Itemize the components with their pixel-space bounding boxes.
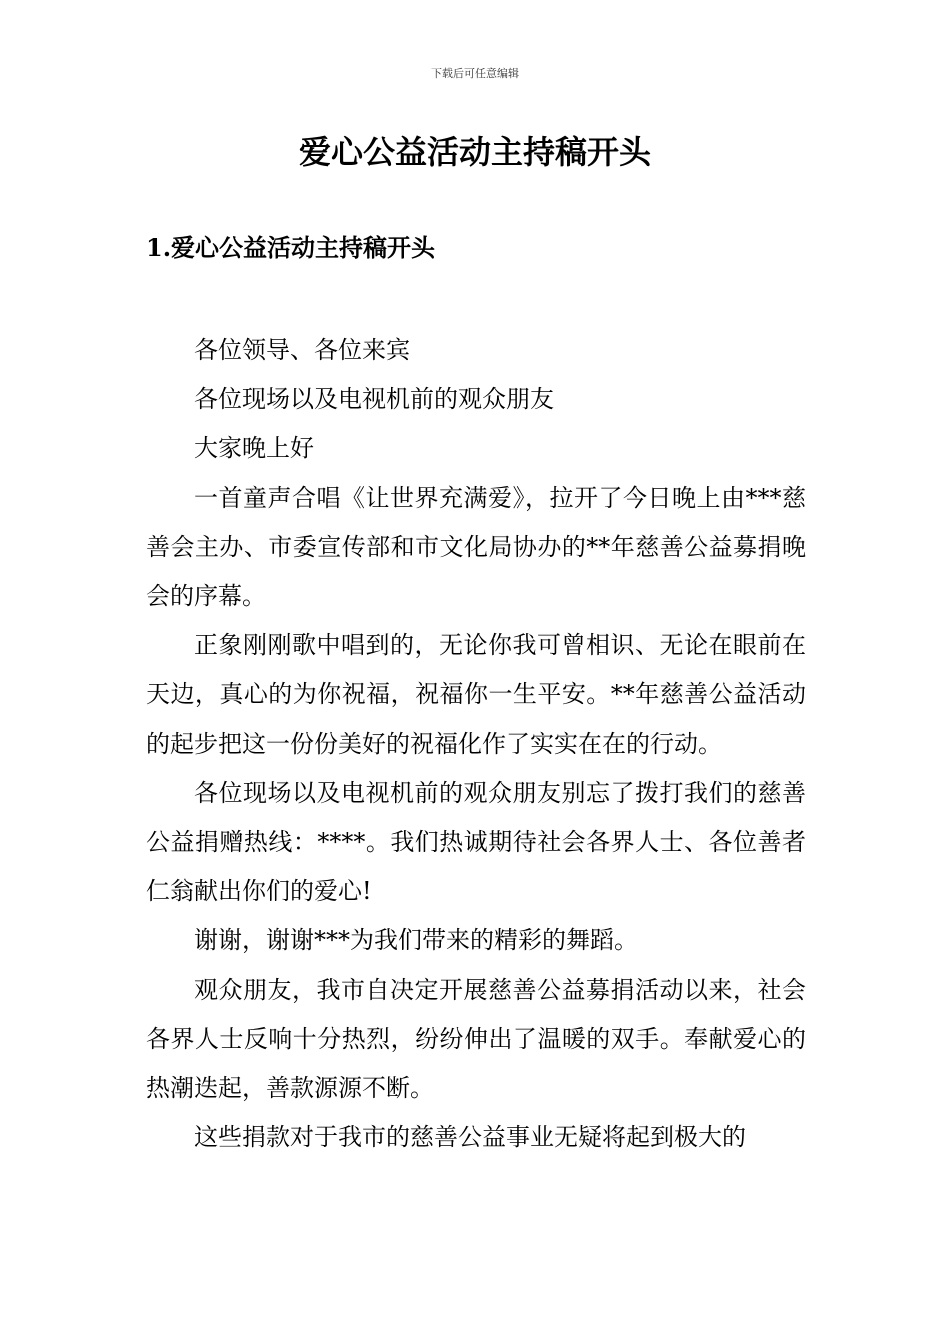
paragraph-hotline: 各位现场以及电视机前的观众朋友别忘了拨打我们的慈善公益捐赠热线：****。我们热诚期待社会各界人士、各位善者仁翁献出你们的爱心! [146, 778, 806, 906]
paragraph-donation-response: 观众朋友，我市自决定开展慈善公益募捐活动以来，社会各界人士反响十分热烈，纷纷伸出了温暖的双手。奉献爱心的热潮迭起，善款源源不断。 [146, 975, 806, 1103]
paragraph-donation-impact: 这些捐款对于我市的慈善公益事业无疑将起到极大的 [194, 1123, 746, 1152]
document-body [146, 326, 806, 1162]
paragraph-opening-song: 一首童声合唱《让世界充满爱》，拉开了今日晚上由***慈善会主办、市委宣传部和市文化局协办的**年慈善公益募捐晚会的序幕。 [146, 483, 806, 611]
document-title: 爱心公益活动主持稿开头 [298, 133, 651, 171]
paragraph-blessing: 正象刚刚歌中唱到的，无论你我可曾相识、无论在眼前在天边，真心的为你祝福，祝福你一生平安。**年慈善公益活动的起步把这一份份美好的祝福化作了实实在在的行动。 [146, 631, 806, 758]
paragraph-greeting-audience: 各位现场以及电视机前的观众朋友 [194, 385, 554, 414]
paragraph-thanks-dance: 谢谢，谢谢***为我们带来的精彩的舞蹈。 [194, 926, 638, 955]
page-header-note: 下载后可任意编辑 [431, 67, 519, 80]
paragraph-greeting-leaders: 各位领导、各位来宾 [194, 336, 410, 364]
paragraph-good-evening: 大家晚上好 [194, 434, 314, 463]
section-heading: 1.爱心公益活动主持稿开头 [146, 233, 436, 262]
